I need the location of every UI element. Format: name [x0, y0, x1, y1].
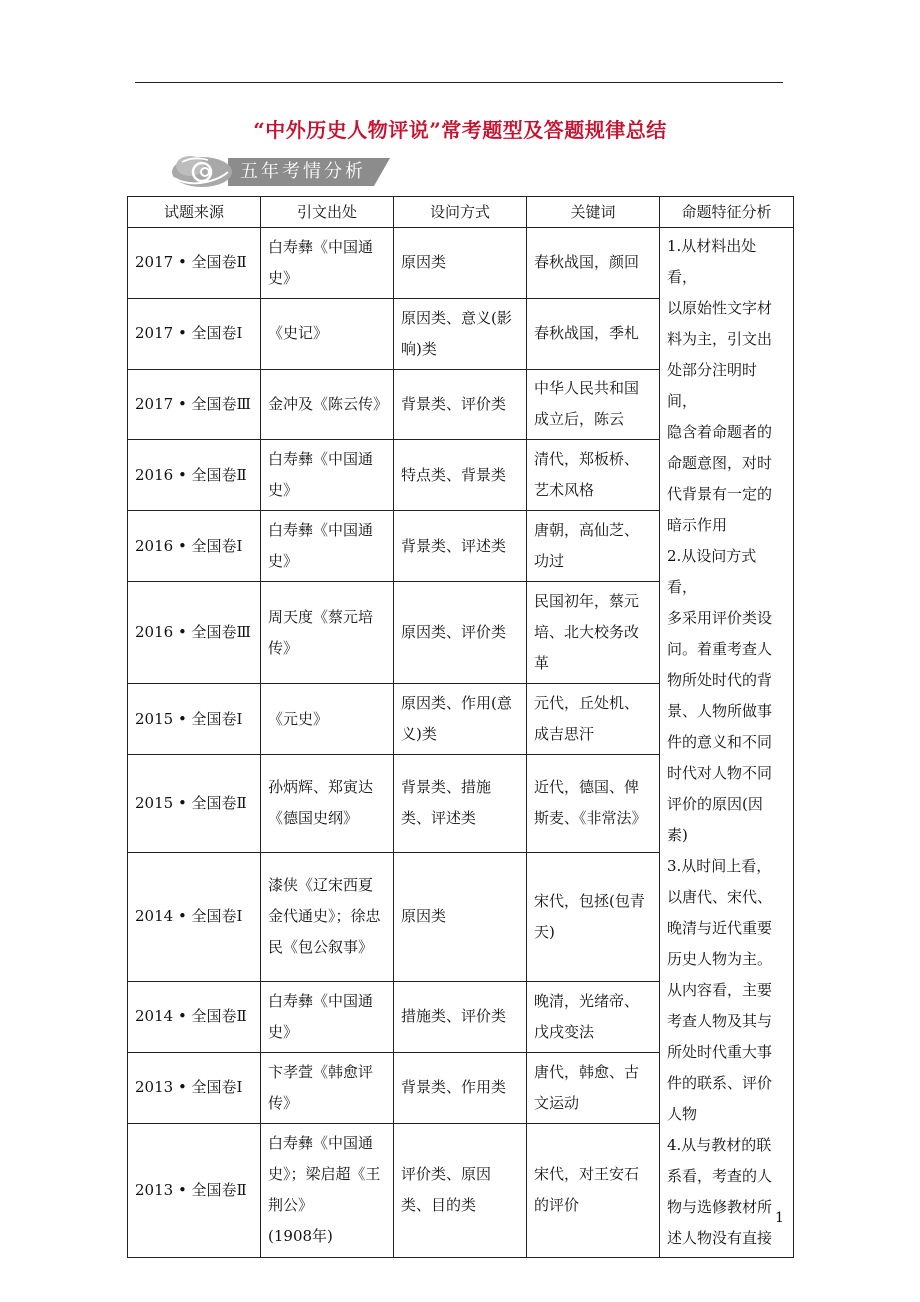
cell-citation — [261, 755, 394, 852]
analysis-line: 素) — [667, 826, 688, 844]
analysis-line: 评价的原因(因 — [667, 795, 763, 813]
analysis-line: 系看，考查的人 — [667, 1167, 773, 1185]
citation-text: 白寿彝《中国通史》 — [268, 450, 374, 500]
cell-keywords — [527, 852, 660, 981]
header-analysis: 命题特征分析 — [660, 197, 794, 228]
cell-citation — [261, 369, 394, 440]
exam-analysis-table — [127, 196, 794, 1258]
analysis-line: 暗示作用 — [667, 516, 728, 534]
cell-citation — [261, 852, 394, 981]
cell-citation — [261, 511, 394, 582]
cell-source: 2013 • 全国卷Ⅱ — [128, 1123, 261, 1257]
cell-question — [394, 852, 527, 981]
table-header-row — [128, 197, 794, 228]
cell-keywords — [527, 1052, 660, 1123]
analysis-line: 从内容看，主要 — [667, 981, 773, 999]
analysis-line: 时代对人物不同 — [667, 764, 773, 782]
cell-source: 2015 • 全国卷Ⅰ — [128, 684, 261, 755]
cell-keywords — [527, 298, 660, 369]
cell-source: 2016 • 全国卷Ⅱ — [128, 440, 261, 511]
cell-question — [394, 511, 527, 582]
analysis-line: 件的意义和不同 — [667, 733, 773, 751]
page-number: 1 — [775, 1210, 784, 1226]
cell-question — [394, 1052, 527, 1123]
question-text: 背景类、作用类 — [401, 1078, 507, 1097]
cell-citation — [261, 298, 394, 369]
header-keywords: 关键词 — [527, 197, 660, 228]
citation-text: 白寿彝《中国通史》 — [268, 237, 374, 287]
cell-keywords — [527, 228, 660, 299]
analysis-line: 问。着重考查人 — [667, 640, 773, 658]
keywords-text: 晚清，光绪帝、戊戌变法 — [534, 991, 640, 1041]
analysis-line: 物所处时代的背 — [667, 671, 773, 689]
keywords-text: 中华人民共和国成立后，陈云 — [534, 379, 640, 429]
cell-question — [394, 369, 527, 440]
cell-keywords — [527, 369, 660, 440]
analysis-line: 人物 — [667, 1105, 698, 1123]
cell-citation — [261, 684, 394, 755]
cell-question — [394, 981, 527, 1052]
question-text: 评价类、原因类、目的类 — [401, 1165, 492, 1215]
cell-keywords — [527, 581, 660, 684]
cell-keywords — [527, 511, 660, 582]
cell-source: 2015 • 全国卷Ⅱ — [128, 755, 261, 852]
cell-citation — [261, 1123, 394, 1257]
cell-source: 2016 • 全国卷Ⅰ — [128, 511, 261, 582]
citation-text: 漆侠《辽宋西夏金代通史》；徐忠民《包公叙事》 — [268, 876, 381, 957]
analysis-line: 隐含着命题者的 — [667, 423, 773, 441]
citation-text: 《元史》 — [268, 709, 329, 728]
cell-question — [394, 298, 527, 369]
cell-source: 2017 • 全国卷Ⅰ — [128, 298, 261, 369]
keywords-text: 宋代，对王安石的评价 — [534, 1165, 640, 1215]
keywords-text: 民国初年，蔡元培、北大校务改革 — [534, 592, 640, 673]
citation-text: 《史记》 — [268, 324, 329, 343]
cell-keywords — [527, 684, 660, 755]
section-label: 五年考情分析 — [240, 161, 366, 182]
keywords-text: 清代，郑板桥、艺术风格 — [534, 450, 640, 500]
cell-citation — [261, 440, 394, 511]
analysis-line: 景、人物所做事 — [667, 702, 773, 720]
cell-keywords — [527, 755, 660, 852]
analysis-line: 述人物没有直接 — [667, 1229, 773, 1247]
cell-citation — [261, 228, 394, 299]
cell-analysis — [660, 228, 794, 1258]
cell-source: 2013 • 全国卷Ⅰ — [128, 1052, 261, 1123]
analysis-line: 3.从时间上看， — [667, 857, 772, 875]
table-row — [128, 228, 794, 299]
question-text: 原因类、评价类 — [401, 623, 507, 642]
keywords-text: 元代，丘处机、成吉思汗 — [534, 694, 640, 744]
citation-text: (1908年) — [268, 1227, 333, 1246]
question-text: 原因类、作用(意义)类 — [401, 694, 512, 744]
analysis-line: 代背景有一定的 — [667, 485, 773, 503]
citation-text: 孙炳辉、郑寅达《德国史纲》 — [268, 778, 374, 828]
analysis-line: 1.从材料出处看， — [667, 237, 757, 286]
analysis-line: 以原始性文字材 — [667, 299, 773, 317]
keywords-text: 宋代，包拯(包青天) — [534, 891, 645, 941]
citation-text: 白寿彝《中国通史》 — [268, 521, 374, 571]
cell-question — [394, 228, 527, 299]
question-text: 原因类、意义(影响)类 — [401, 308, 512, 358]
cell-source: 2017 • 全国卷Ⅱ — [128, 228, 261, 299]
header-source: 试题来源 — [128, 197, 261, 228]
cell-keywords — [527, 1123, 660, 1257]
citation-text: 白寿彝《中国通史》 — [268, 991, 374, 1041]
analysis-line: 晚清与近代重要 — [667, 919, 773, 937]
cell-question — [394, 440, 527, 511]
keywords-text: 春秋战国，季札 — [534, 324, 640, 343]
analysis-line: 料为主，引文出 — [667, 330, 773, 348]
cell-question — [394, 581, 527, 684]
keywords-text: 唐代，韩愈、古文运动 — [534, 1062, 640, 1112]
top-rule — [135, 82, 783, 83]
keywords-text: 近代，德国、俾斯麦、《非常法》 — [534, 778, 647, 828]
page-title: “中外历史人物评说”常考题型及答题规律总结 — [253, 118, 667, 142]
question-text: 原因类 — [401, 907, 447, 926]
analysis-line: 命题意图，对时 — [667, 454, 773, 472]
question-text: 措施类、评价类 — [401, 1007, 507, 1026]
question-text: 背景类、措施类、评述类 — [401, 778, 492, 828]
citation-text: 卞孝萱《韩愈评传》 — [268, 1062, 374, 1112]
keywords-text: 春秋战国，颜回 — [534, 253, 640, 272]
header-citation: 引文出处 — [261, 197, 394, 228]
cell-question — [394, 684, 527, 755]
cell-citation — [261, 581, 394, 684]
cell-keywords — [527, 981, 660, 1052]
analysis-line: 2.从设问方式看， — [667, 547, 757, 596]
analysis-line: 历史人物为主。 — [667, 950, 773, 968]
keywords-text: 唐朝，高仙芝、功过 — [534, 521, 640, 571]
question-text: 背景类、评价类 — [401, 394, 507, 413]
analysis-line: 4.从与教材的联 — [667, 1136, 772, 1154]
cell-source: 2016 • 全国卷Ⅲ — [128, 581, 261, 684]
analysis-line: 所处时代重大事 — [667, 1043, 773, 1061]
cell-source: 2014 • 全国卷Ⅱ — [128, 981, 261, 1052]
table-body — [128, 228, 794, 1258]
cell-source: 2017 • 全国卷Ⅲ — [128, 369, 261, 440]
header-question-type: 设问方式 — [394, 197, 527, 228]
question-text: 背景类、评述类 — [401, 536, 507, 555]
cell-citation — [261, 981, 394, 1052]
citation-text: 周天度《蔡元培传》 — [268, 607, 374, 657]
analysis-line: 以唐代、宋代、 — [667, 888, 773, 906]
cell-question — [394, 1123, 527, 1257]
analysis-line: 考查人物及其与 — [667, 1012, 773, 1030]
question-text: 特点类、背景类 — [401, 465, 507, 484]
question-text: 原因类 — [401, 253, 447, 272]
cell-question — [394, 755, 527, 852]
citation-text: 金冲及《陈云传》 — [268, 394, 389, 413]
analysis-line: 件的联系、评价 — [667, 1074, 773, 1092]
analysis-line: 多采用评价类设 — [667, 609, 773, 627]
citation-text: 白寿彝《中国通史》；梁启超《王荆公》 — [268, 1134, 381, 1215]
section-banner — [168, 152, 390, 192]
cell-citation — [261, 1052, 394, 1123]
cell-keywords — [527, 440, 660, 511]
cell-source: 2014 • 全国卷Ⅰ — [128, 852, 261, 981]
analysis-line: 物与选修教材所 — [667, 1198, 773, 1216]
analysis-line: 处部分注明时间， — [667, 361, 758, 410]
